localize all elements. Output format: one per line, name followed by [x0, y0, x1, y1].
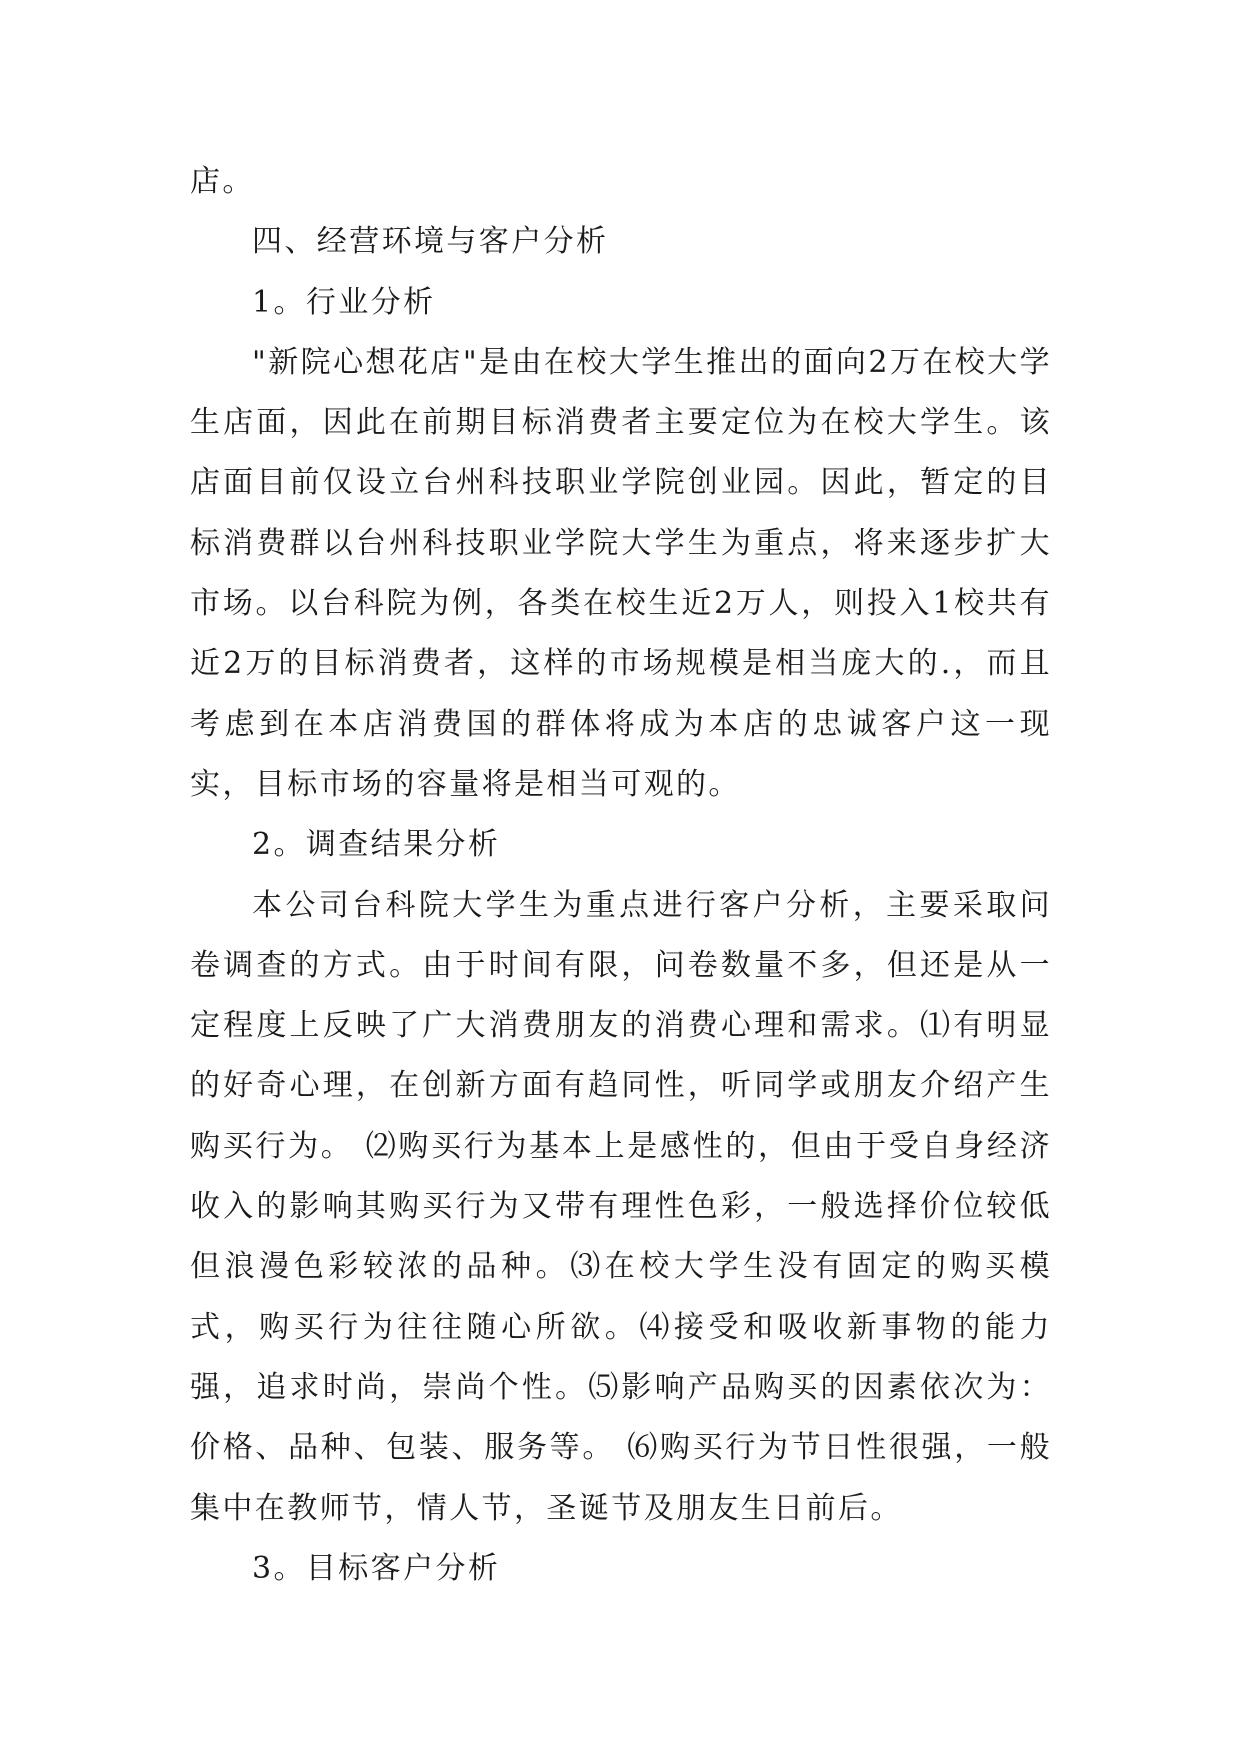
paragraph-continuation: 店。: [190, 164, 255, 199]
subheading-industry-analysis: 1。行业分析: [252, 284, 436, 320]
section-heading-4: 四、经营环境与客户分析: [252, 224, 609, 260]
paragraph-survey-analysis: 本公司台科院大学生为重点进行客户分析，主要采取问卷调查的方式。由于时间有限，问卷数量不多，但还是从一定程度上反映了广大消费朋友的消费心理和需求。⑴有明显的好奇心理，在创新方面有趋同性，听同学或朋友介绍产生购买行为。 ⑵购买行为基本上是感性的，但由于受自身经济收入的影响其购买行为又带有理性色彩，一般选择价位较低但浪漫色彩较浓的品种。⑶在校大学生没有固定的购买模式，购买行为往往随心所欲。⑷接受和吸收新事物的能力强，追求时尚，崇尚个性。⑸影响产品购买的因素依次为：价格、品种、包装、服务等。 ⑹购买行为节日性很强，一般集中在教师节，情人节，圣诞节及朋友生日前后。: [190, 887, 1052, 1526]
document-body: [190, 152, 1052, 1599]
paragraph-industry-analysis: "新院心想花店"是由在校大学生推出的面向2万在校大学生店面，因此在前期目标消费者主要定位为在校大学生。该店面目前仅设立台州科技职业学院创业园。因此，暂定的目标消费群以台州科技职业学院大学生为重点，将来逐步扩大市场。以台科院为例，各类在校生近2万人，则投入1校共有近2万的目标消费者，这样的市场规模是相当庞大的.，而且考虑到在本店消费国的群体将成为本店的忠诚客户这一现实，目标市场的容量将是相当可观的。: [190, 344, 1052, 802]
subheading-survey-analysis: 2。调查结果分析: [252, 827, 501, 863]
subheading-target-customer: 3。目标客户分析: [252, 1550, 501, 1586]
